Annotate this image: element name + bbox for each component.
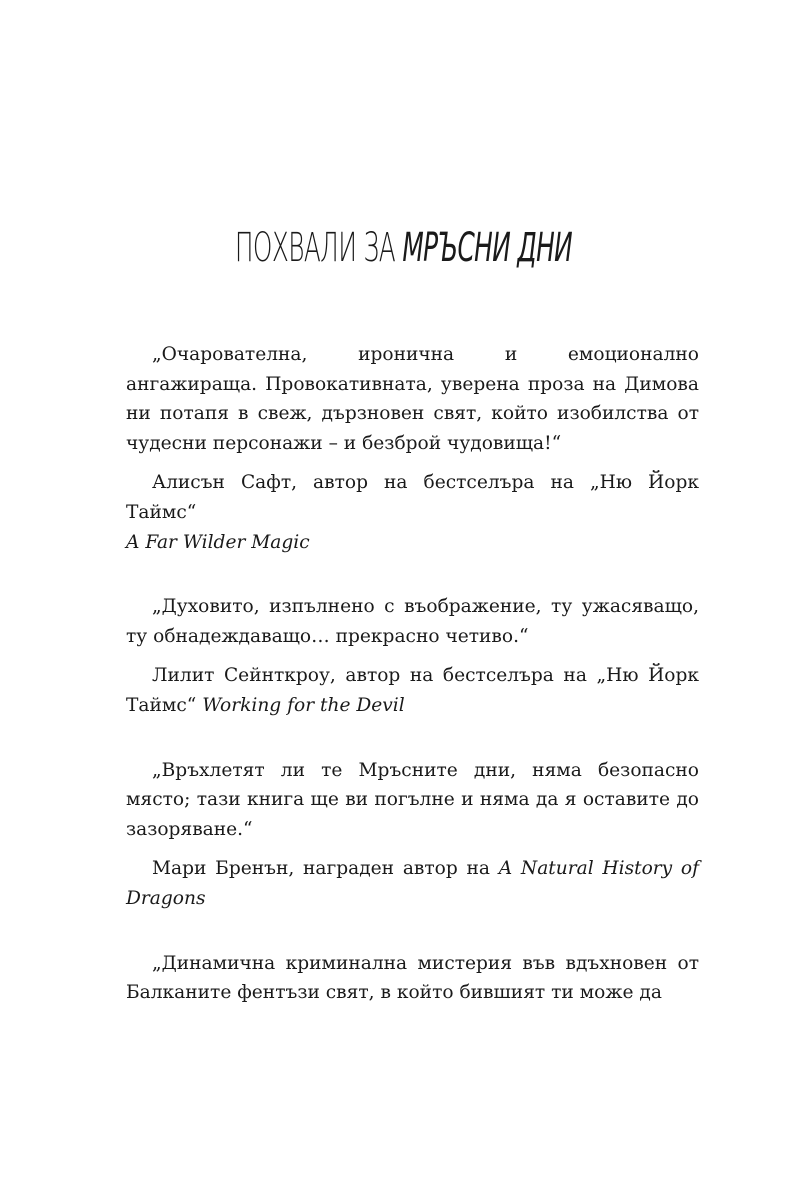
blurb-attribution-3 (126, 854, 699, 913)
page-title (153, 225, 653, 271)
blurb-attribution-2 (126, 661, 699, 720)
praise-section (126, 340, 699, 1008)
blurb-author-2: Лилит Сейнткроу, автор на бестселъра на „Ню Йорк Таймс“ (126, 665, 699, 716)
blurb-quote-3: „Връхлетят ли те Мръсните дни, няма безопасно място; тази книга ще ви погълне и няма да я оставите до зазоряване.“ (126, 759, 699, 840)
title-book-name: МРЪСНИ ДНИ (402, 225, 573, 271)
title-prefix: ПОХВАЛИ ЗА (234, 225, 403, 271)
blurb-work-3: A Natural History of Dragons (126, 858, 699, 909)
blurb-quote-1: „Очарователна, иронична и емоционално ангажираща. Провокативната, уверена проза на Димова ни потапя в свеж, дързновен свят, който изобилства от чудесни персонажи – и безброй чудовища!“ (126, 344, 699, 454)
blurb-attribution-1 (126, 468, 699, 557)
blurb-work-2: Working for the Devil (202, 694, 405, 716)
blurb-author-3: Мари Бренън, награден автор на (152, 858, 499, 880)
blurb-author-1: Алисън Сафт, автор на бестселъра на „Ню Йорк Таймс“ (126, 472, 699, 523)
blurb-work-1: A Far Wilder Magic (126, 531, 310, 553)
blurb-quote-2: „Духовито, изпълнено с въображение, ту ужасяващо, ту обнадеждаващо… прекрасно четиво.“ (126, 596, 699, 647)
blurb-quote-4: „Динамична криминална мистерия във вдъхновен от Балканите фентъзи свят, в който бившият ти може да (126, 952, 699, 1004)
